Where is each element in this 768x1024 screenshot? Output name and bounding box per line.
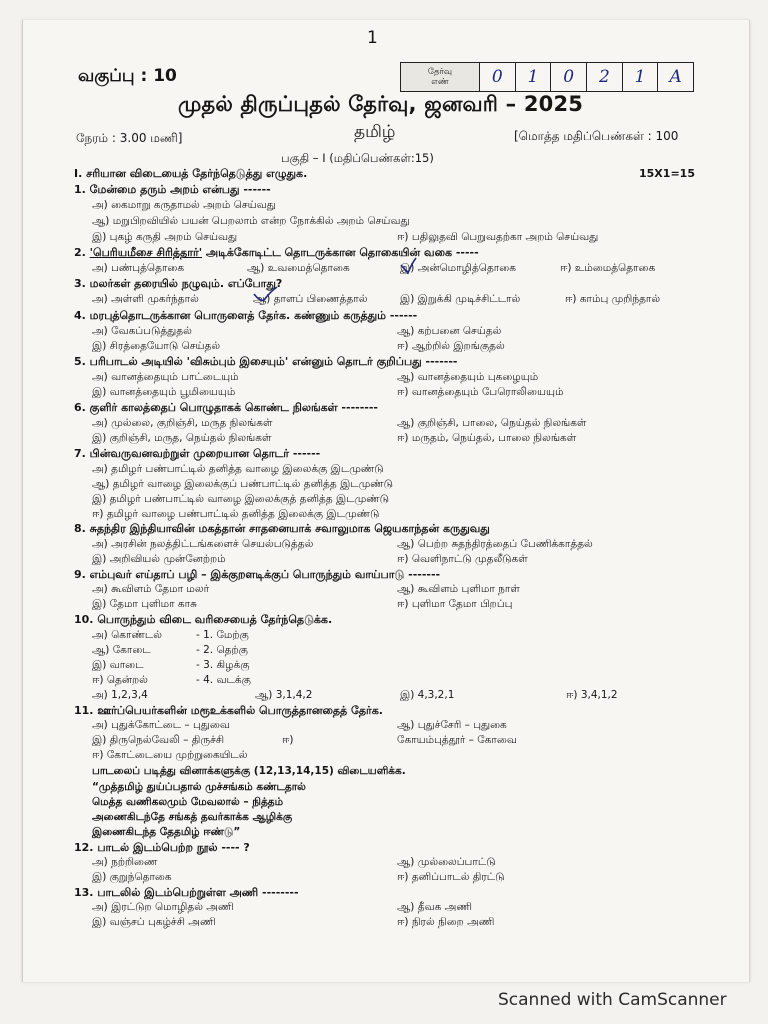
poem-instruction: பாடலைப் படித்து வினாக்களுக்கு (12,13,14,15) விடையளிக்க. xyxy=(92,765,406,777)
q9-option-a: அ) கூவிளம் தேமா மலர் xyxy=(92,583,210,595)
q6-option-d: ஈ) மருதம், நெய்தல், பாலை நிலங்கள் xyxy=(397,432,577,444)
max-marks: [மொத்த மதிப்பெண்கள் : 100 xyxy=(514,129,679,143)
question-7: 7. பின்வருவனவற்றுள் முறையான தொடர் ------ xyxy=(74,447,321,460)
poem-line: “முத்தமிழ் துய்ப்பதால் முச்சங்கம் கண்டதால் xyxy=(92,781,306,793)
question-1: 1. மேன்மை தரும் அறம் என்பது ------ xyxy=(74,183,271,196)
register-digit: 0 xyxy=(480,63,516,91)
q10-match-right: - 2. தெற்கு xyxy=(196,644,248,656)
marks-formula: 15X1=15 xyxy=(639,167,695,180)
q10-option-b: ஆ) 3,1,4,2 xyxy=(255,689,313,701)
q6-option-b: ஆ) குறிஞ்சி, பாலை, நெய்தல் நிலங்கள் xyxy=(397,417,587,429)
question-9: 9. எம்புவர் எய்தாப் பழி – இக்குறளடிக்குப் பொருந்தும் வாய்பாடு ------- xyxy=(74,568,441,581)
subject-title: தமிழ் xyxy=(354,122,396,142)
pen-tick-mark xyxy=(250,284,280,306)
q7-option-b: ஆ) தமிழர் வாழை இலைக்குப் பண்பாட்டில் தனித்த இடமுண்டு xyxy=(92,478,394,490)
grade-label: வகுப்பு : 10 xyxy=(78,66,177,86)
q7-option-d: ஈ) தமிழர் வாழை பண்பாட்டில் தனித்த இலைக்கு இடமுண்டு xyxy=(92,508,380,520)
question-6: 6. குளிர் காலத்தைப் பொழுதாகக் கொண்ட நிலங்கள் -------- xyxy=(74,401,378,414)
q11-option-a: அ) புதுக்கோட்டை – புதுவை xyxy=(92,719,230,731)
q13-option-b: ஆ) தீவக அணி xyxy=(397,901,472,913)
q5-option-b: ஆ) வானத்தையும் புகழையும் xyxy=(397,371,539,383)
question-4: 4. மரபுத்தொடருக்கான பொருளைத் தேர்க. கண்ணும் கருத்தும் ------ xyxy=(74,309,418,322)
q10-match-left: ஈ) தென்றல் xyxy=(92,674,148,686)
q13-option-d: ஈ) நிரல் நிறை அணி xyxy=(397,916,495,928)
page-number: 1 xyxy=(367,28,378,48)
q9-option-d: ஈ) புளிமா தேமா பிறப்பு xyxy=(397,598,513,610)
q8-option-c: இ) அறிவியல் முன்னேற்றம் xyxy=(92,553,226,565)
q2-option-b: ஆ) உவமைத்தொகை xyxy=(247,262,350,274)
q6-option-c: இ) குறிஞ்சி, மருத, நெய்தல் நிலங்கள் xyxy=(92,432,272,444)
register-digit: 1 xyxy=(623,63,659,91)
question-2: 2. 'பெரியமீசை சிரித்தார்' அடிக்கோடிட்ட தொடருக்கான தொகையின் வகை ----- xyxy=(74,246,479,259)
question-3: 3. மலர்கள் தரையில் நழுவும். எப்போது? xyxy=(74,277,283,290)
q10-match-right: - 1. மேற்கு xyxy=(196,629,249,641)
q12-option-d: ஈ) தனிப்பாடல் திரட்டு xyxy=(397,871,505,883)
q9-option-c: இ) தேமா புளிமா காசு xyxy=(92,598,197,610)
q8-option-a: அ) அரசின் நலத்திட்டங்களைச் செயல்படுத்தல் xyxy=(92,538,314,550)
register-digit: 0 xyxy=(551,63,587,91)
q3-option-b: ஆ) தாளப் பிணைத்தால் xyxy=(253,293,368,305)
q11-option-d: கோயம்புத்தூர் – கோவை xyxy=(397,734,517,746)
question-11: 11. ஊர்ப்பெயர்களின் மரூஉக்களில் பொருத்தானதைத் தேர்க. xyxy=(74,704,383,717)
register-number-box xyxy=(400,62,694,92)
poem-line: மெத்த வணிகலமும் மேவலால் – நித்தம் xyxy=(92,796,284,808)
q10-match-right: - 3. கிழக்கு xyxy=(196,659,250,671)
q2-option-a: அ) பண்புத்தொகை xyxy=(92,262,185,274)
q11-option-b: ஆ) புதுச்சேரி – புதுகை xyxy=(397,719,507,731)
q5-option-a: அ) வானத்தையும் பாட்டையும் xyxy=(92,371,239,383)
q4-option-c: இ) சிரத்தையோடு செய்தல் xyxy=(92,340,221,352)
exam-title: முதல் திருப்புதல் தேர்வு, ஜனவரி – 2025 xyxy=(178,92,584,116)
q12-option-a: அ) நற்றிணை xyxy=(92,856,158,868)
q3-option-a: அ) அள்ளி முகர்ந்தால் xyxy=(92,293,199,305)
q5-option-d: ஈ) வானத்தையும் பேரொலியையும் xyxy=(397,386,564,398)
q11-option-d-label: ஈ) xyxy=(282,734,294,746)
q2-option-c: இ) அன்மொழித்தொகை xyxy=(400,262,516,274)
q10-match-left: ஆ) கோடை xyxy=(92,644,151,656)
question-13: 13. பாடலில் இடம்பெற்றுள்ள அணி -------- xyxy=(74,886,299,899)
register-digit: 1 xyxy=(516,63,552,91)
question-10: 10. பொருந்தும் விடை வரிசையைத் தேர்ந்தெடுக்க. xyxy=(74,613,333,626)
q9-option-b: ஆ) கூவிளம் புளிமா நாள் xyxy=(397,583,520,595)
q13-option-c: இ) வஞ்சப் புகழ்ச்சி அணி xyxy=(92,916,216,928)
question-5: 5. பரிபாடல் அடியில் 'விசும்பும் இசையும்' என்னும் தொடர் குறிப்பது ------- xyxy=(74,355,458,368)
q13-option-a: அ) இரட்டுற மொழிதல் அணி xyxy=(92,901,234,913)
pen-tick-mark xyxy=(398,255,418,277)
q1-option-c: இ) புகழ் கருதி அறம் செய்வது xyxy=(92,231,238,243)
q10-option-c: இ) 4,3,2,1 xyxy=(400,689,455,701)
q8-option-b: ஆ) பெற்ற சுதந்திரத்தைப் பேணிக்காத்தல் xyxy=(397,538,593,550)
poem-line: இணைகிடந்த தேதமிழ் ஈண்டு” xyxy=(92,826,241,838)
q4-option-b: ஆ) கற்பனை செய்தல் xyxy=(397,325,502,337)
q11-option-e: ஈ) கோட்டையை முற்றுகையிடல் xyxy=(92,749,248,761)
register-number-label: தேர்வு எண் xyxy=(401,63,480,91)
q4-option-d: ஈ) ஆற்றில் இறங்குதல் xyxy=(397,340,505,352)
q10-option-a: அ) 1,2,3,4 xyxy=(92,689,148,701)
q10-match-left: அ) கொண்டல் xyxy=(92,629,162,641)
q12-option-c: இ) குறுந்தொகை xyxy=(92,871,172,883)
q10-match-left: இ) வாடை xyxy=(92,659,144,671)
q3-option-c: இ) இறுக்கி முடிச்சிட்டால் xyxy=(400,293,521,305)
q11-option-c: இ) திருநெல்வேலி – திருச்சி xyxy=(92,734,225,746)
q12-option-b: ஆ) முல்லைப்பாட்டு xyxy=(397,856,496,868)
q1-option-a: அ) கைமாறு கருதாமல் அறம் செய்வது xyxy=(92,199,276,211)
exam-time: நேரம் : 3.00 மணி] xyxy=(76,131,183,145)
q4-option-a: அ) வேகப்படுத்துதல் xyxy=(92,325,192,337)
q7-option-a: அ) தமிழர் பண்பாட்டில் தனித்த வாழை இலைக்கு இடமுண்டு xyxy=(92,463,384,475)
q6-option-a: அ) முல்லை, குறிஞ்சி, மருத நிலங்கள் xyxy=(92,417,273,429)
part-heading: பகுதி – I (மதிப்பெண்கள்:15) xyxy=(281,151,434,165)
register-digit: A xyxy=(669,67,682,87)
question-12: 12. பாடல் இடம்பெற்ற நூல் ---- ? xyxy=(74,841,250,854)
q2-option-d: ஈ) உம்மைத்தொகை xyxy=(560,262,656,274)
q1-option-b: ஆ) மறுபிறவியில் பயன் பெறலாம் என்ற நோக்கில் அறம் செய்வது xyxy=(92,215,410,227)
q10-option-d: ஈ) 3,4,1,2 xyxy=(566,689,618,701)
poem-line: அணைகிடந்தே சங்கத் தவர்காக்க ஆழிக்கு xyxy=(92,811,293,823)
register-digit: 2 xyxy=(587,63,623,91)
q7-option-c: இ) தமிழர் பண்பாட்டில் வாழை இலைக்குத் தனித்த இடமுண்டு xyxy=(92,493,389,505)
q10-match-right: - 4. வடக்கு xyxy=(196,674,251,686)
question-8: 8. சுதந்திர இந்தியாவின் மகத்தான் சாதனையாக் சவாலுமாக ஜெயகாந்தன் கருதுவது xyxy=(74,522,490,535)
q1-option-d: ஈ) பதிலுதவி பெறுவதற்கா அறம் செய்வது xyxy=(397,231,599,243)
q5-option-c: இ) வானத்தையும் பூமியையும் xyxy=(92,386,236,398)
q3-option-d: ஈ) காம்பு முறிந்தால் xyxy=(565,293,661,305)
scanner-watermark: Scanned with CamScanner xyxy=(498,990,727,1010)
section-instruction: I. சரியான விடையைத் தேர்ந்தெடுத்து எழுதுக. xyxy=(74,167,308,180)
q8-option-d: ஈ) வெளிநாட்டு முதலீடுகள் xyxy=(397,553,528,565)
